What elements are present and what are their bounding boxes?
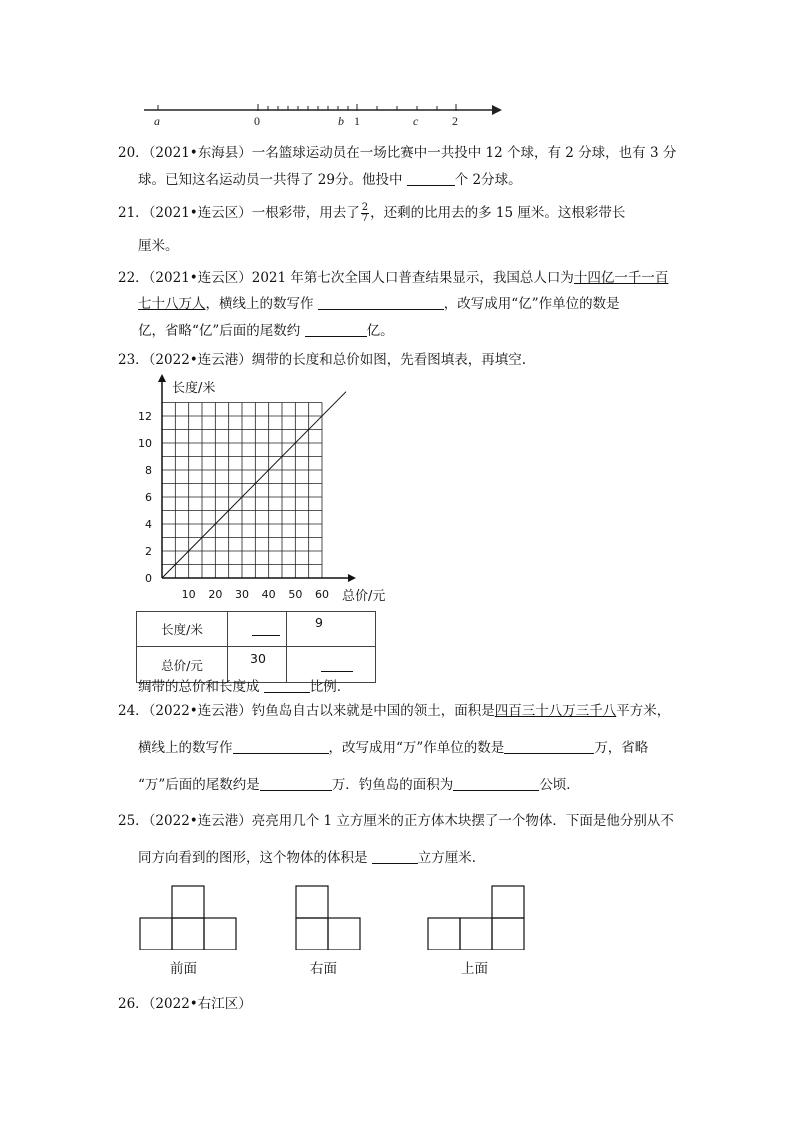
q20-text-a: 球。已知这名运动员一共得了 29分。他投中 <box>138 172 407 188</box>
q21-fraction <box>361 203 369 224</box>
q20-answer-blank[interactable] <box>407 171 455 186</box>
y-tick-label: 2 <box>145 545 152 558</box>
q25-text-b: 立方厘米． <box>417 850 486 866</box>
q22-text-b: ，横线上的数写作 <box>205 296 318 312</box>
q22-text-e: 亿。 <box>366 323 394 339</box>
q22-line2 <box>138 294 620 314</box>
q23-line1: 23．（2022•连云港）绸带的长度和总价如图，先看图填表，再填空. <box>118 352 527 368</box>
q23-ratio-blank[interactable] <box>264 678 310 693</box>
q21-text-a: 21．（2021•连云区）一根彩带，用去了 <box>118 205 360 221</box>
q24-text-g: 万．钓鱼岛的面积为 <box>331 777 454 793</box>
x-tick-label: 40 <box>261 588 276 601</box>
q24-blank-wan[interactable] <box>504 739 594 754</box>
q24-text-d: ，改写成用“万”作单位的数是 <box>328 740 505 756</box>
x-tick-label: 60 <box>315 588 329 601</box>
top-view-figure <box>426 884 528 950</box>
q24-text-c: 横线上的数写作 <box>138 740 233 756</box>
top-view-label: 上面 <box>461 961 488 977</box>
q23-row1-blank[interactable] <box>252 621 280 636</box>
q24-blank-digits[interactable] <box>233 739 329 754</box>
q24-blank-hectare[interactable] <box>453 776 539 791</box>
x-tick-label: 20 <box>208 588 223 601</box>
x-tick-label: 30 <box>235 588 249 601</box>
q22-underlined-number-2: 七十八万人 <box>138 296 206 312</box>
right-view-label: 右面 <box>310 961 337 977</box>
q23-row2-value: 30 <box>228 647 287 683</box>
front-view-label: 前面 <box>170 961 197 977</box>
y-tick-label: 8 <box>145 464 152 477</box>
number-line-arrow <box>492 105 502 115</box>
q23-table <box>136 611 376 683</box>
q20-text-b: 个 2分球。 <box>454 172 522 188</box>
number-line-label-c: c <box>413 114 419 128</box>
number-line-label-a: a <box>154 114 160 128</box>
number-line-label-1: 1 <box>354 114 360 128</box>
q22-underlined-number-1: 十四亿一千一百 <box>573 270 669 286</box>
y-tick-label: 6 <box>145 491 152 504</box>
q26-line1: 26．（2022•右江区） <box>118 996 252 1012</box>
q23-text-b: 比例. <box>309 679 342 695</box>
number-line-label-0: 0 <box>254 114 260 128</box>
q24-text-f: “万”后面的尾数约是 <box>138 777 260 793</box>
q21-frac-den: 7 <box>361 213 369 224</box>
q22-text-c: ，改写成用“亿”作单位的数是 <box>443 296 620 312</box>
q23-row2-label: 总价/元 <box>137 647 228 683</box>
q22-text-a: 22．（2021•连云区）2021 年第七次全国人口普查结果显示，我国总人口为 <box>118 270 574 286</box>
y-tick-label: 0 <box>145 572 152 585</box>
q25-volume-blank[interactable] <box>372 849 418 864</box>
number-line-label-2: 2 <box>452 114 458 128</box>
q22-line1 <box>118 268 668 288</box>
q23-table-row-length <box>137 612 376 647</box>
q24-underlined-number: 四百三十八万三千八 <box>494 703 617 719</box>
q21-line2: 厘米。 <box>138 238 179 254</box>
q21-frac-num: 2 <box>361 202 369 213</box>
q20-line1: 20．（2021•东海县）一名篮球运动员在一场比赛中一共投中 12 个球，有 2 分球，也有 3 分 <box>118 145 677 161</box>
q24-line2 <box>138 738 648 758</box>
number-line-label-b: b <box>338 114 344 128</box>
q25-line1: 25．（2022•连云港）亮亮用几个 1 立方厘米的正方体木块摆了一个物体．下面是他分别从不 <box>118 813 674 829</box>
q24-text-e: 万，省略 <box>594 740 649 756</box>
q23-row1-value: 9 <box>287 612 376 647</box>
q23-row1-blank-cell[interactable] <box>228 612 287 647</box>
q22-text-d: 亿，省略“亿”后面的尾数约 <box>138 323 305 339</box>
x-tick-label: 10 <box>181 588 196 601</box>
q22-blank-approx[interactable] <box>305 322 367 337</box>
x-tick-label: 50 <box>288 588 303 601</box>
number-line <box>140 98 510 134</box>
y-tick-label: 12 <box>138 410 152 423</box>
q25-text-a: 同方向看到的图形，这个物体的体积是 <box>138 850 372 866</box>
q24-line1 <box>118 701 670 721</box>
q23-text-a: 绸带的总价和长度成 <box>138 679 264 695</box>
q20-line2 <box>138 170 522 190</box>
q24-blank-approx[interactable] <box>260 776 332 791</box>
y-axis-arrow <box>158 374 166 382</box>
y-tick-label: 4 <box>145 518 152 531</box>
q24-text-a: 24．（2022•连云港）钓鱼岛自古以来就是中国的领土，面积是 <box>118 703 495 719</box>
right-view-figure <box>294 884 364 950</box>
q21-line1 <box>118 203 625 224</box>
x-axis-arrow <box>348 574 356 582</box>
chart-grid <box>162 403 322 579</box>
q24-line3 <box>138 775 580 795</box>
x-axis-label: 总价/元 <box>342 589 386 604</box>
q25-line2 <box>138 848 485 868</box>
q21-text-b: ，还剩的比用去的多 15 厘米。这根彩带长 <box>370 205 626 221</box>
q23-line-after <box>138 677 341 697</box>
q24-text-b: 平方米， <box>616 703 671 719</box>
q22-blank-digits[interactable] <box>318 295 444 310</box>
q23-row1-label: 长度/米 <box>137 612 228 647</box>
q23-row2-blank[interactable] <box>321 657 353 672</box>
y-axis-label: 长度/米 <box>172 381 216 396</box>
q24-text-h: 公顷． <box>539 777 580 793</box>
length-price-chart <box>130 372 410 612</box>
front-view-figure <box>138 884 238 950</box>
y-tick-label: 10 <box>138 437 152 450</box>
q22-line3 <box>138 321 394 341</box>
series-line-silk-ribbon <box>162 392 346 578</box>
